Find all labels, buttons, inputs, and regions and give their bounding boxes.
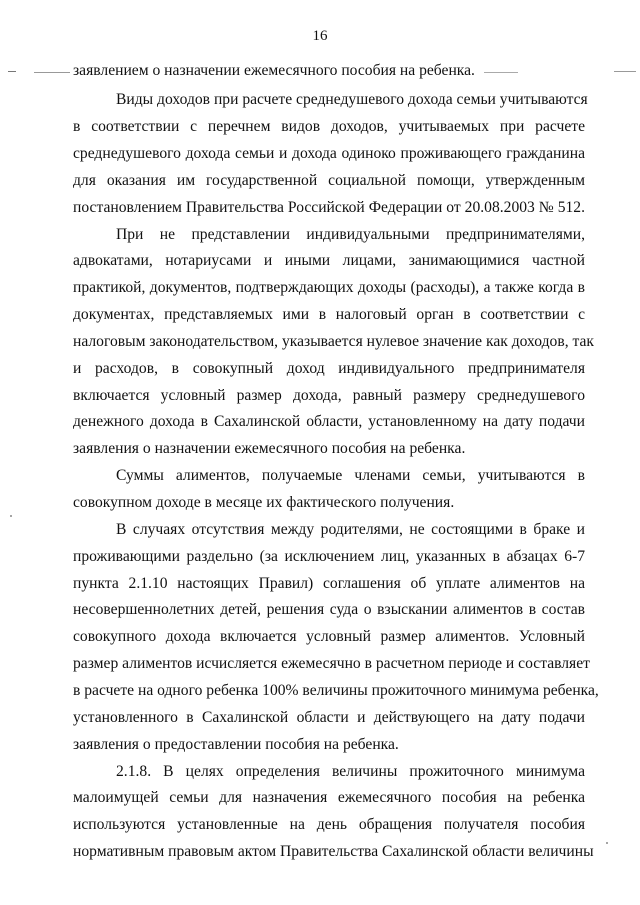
text-line: Суммы алиментов, получаемые членами семьи, учитываются в — [116, 467, 585, 484]
text-line: для оказания им государственной социальной помощи, утвержденным — [73, 172, 585, 189]
scan-artifact — [484, 72, 518, 73]
text-line: проживающими раздельно (за исключением лиц, указанных в абзацах 6-7 — [73, 548, 585, 565]
text-line: среднедушевого дохода семьи и дохода одиноко проживающего гражданина — [73, 145, 585, 162]
text-line: включается условный размер дохода, равный размеру среднедушевого — [73, 387, 585, 404]
text-line: установленного в Сахалинской области и действующего на дату подачи — [73, 709, 585, 726]
scan-artifact — [34, 72, 70, 73]
text-line: используются установленные на день обращения получателя пособия — [73, 816, 585, 833]
text-line: и расходов, в совокупный доход индивидуального предпринимателя — [73, 360, 585, 377]
page-number: 16 — [312, 28, 328, 44]
text-line: заявления о назначении ежемесячного пособия на ребенка. — [73, 440, 466, 457]
text-line: 2.1.8. В целях определения величины прожиточного минимума — [116, 763, 585, 780]
text-line: размер алиментов исчисляется ежемесячно в расчетном периоде и составляет — [73, 655, 590, 672]
text-line: совокупном доходе в месяце их фактического получения. — [73, 494, 455, 511]
text-line: Виды доходов при расчете среднедушевого дохода семьи учитываются — [116, 91, 588, 108]
text-line: малоимущей семьи для назначения ежемесячного пособия на ребенка — [73, 789, 585, 806]
text-line: практикой, документов, подтверждающих доходы (расходы), а также когда в — [73, 279, 585, 296]
text-line: заявления о предоставлении пособия на ребенка. — [73, 736, 399, 753]
text-line: В случаях отсутствия между родителями, не состоящими в браке и — [116, 521, 585, 538]
text-line: адвокатами, нотариусами и иными лицами, занимающимися частной — [73, 252, 585, 269]
text-line: заявлением о назначении ежемесячного пособия на ребенка. — [73, 62, 475, 79]
text-line: денежного дохода в Сахалинской области, установленному на дату подачи — [73, 413, 585, 430]
scan-artifact — [606, 842, 608, 844]
scan-artifact — [10, 515, 12, 517]
text-line: налоговым законодательством, указывается нулевое значение как доходов, так — [73, 333, 594, 350]
text-line: в расчете на одного ребенка 100% величины прожиточного минимума ребенка, — [73, 682, 599, 699]
scan-artifact — [614, 71, 636, 72]
scan-artifact — [8, 71, 16, 72]
text-line: При не представлении индивидуальными предпринимателями, — [116, 226, 585, 243]
text-line: несовершеннолетних детей, решения суда о взыскании алиментов в состав — [73, 601, 585, 618]
text-line: совокупного дохода включается условный размер алиментов. Условный — [73, 628, 585, 645]
text-line: нормативным правовым актом Правительства Сахалинской области величины — [73, 843, 594, 860]
text-line: документах, представляемых ими в налоговый орган в соответствии с — [73, 306, 585, 323]
text-line: пункта 2.1.10 настоящих Правил) соглашения об уплате алиментов на — [73, 575, 585, 592]
text-line: постановлением Правительства Российской Федерации от 20.08.2003 № 512. — [73, 199, 585, 216]
text-line: в соответствии с перечнем видов доходов, учитываемых при расчете — [73, 118, 585, 135]
